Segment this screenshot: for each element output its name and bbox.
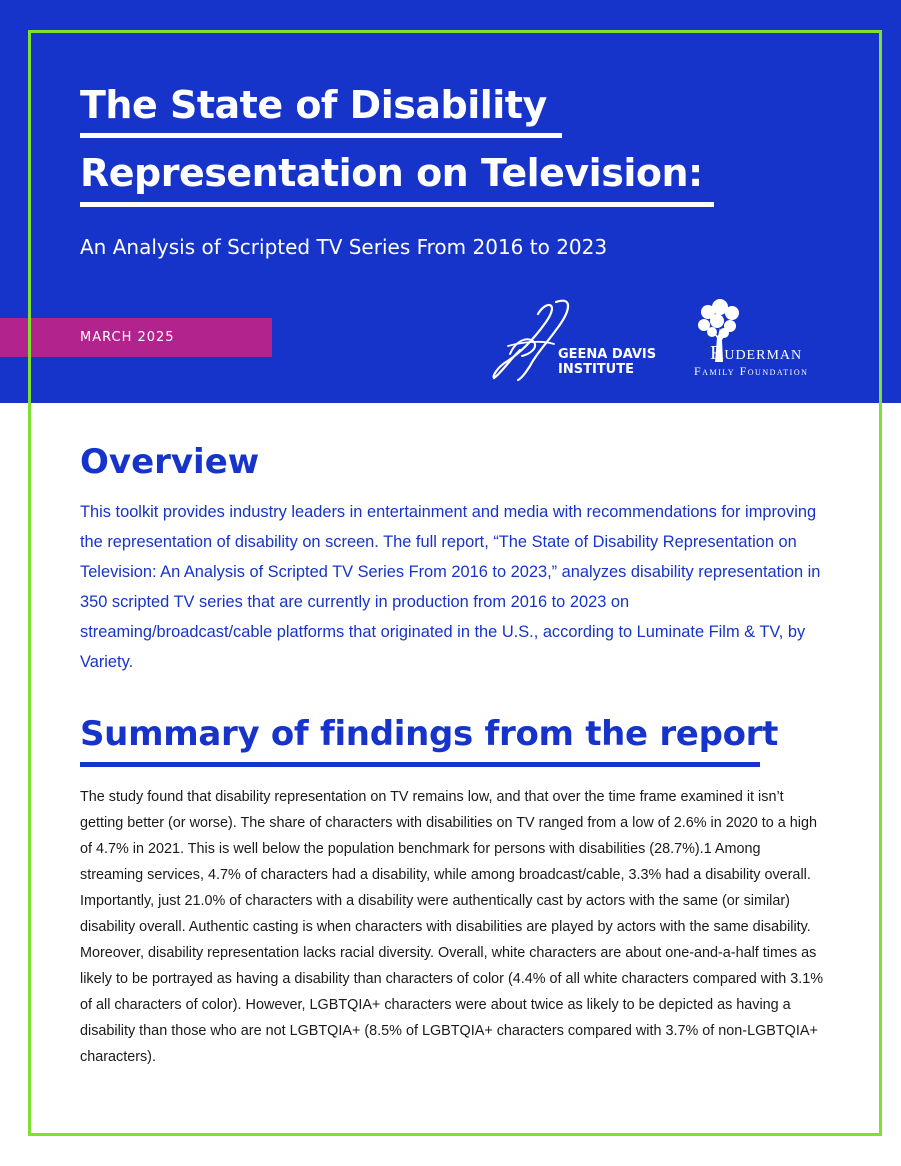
report-title-line-2: Representation on Television: (80, 151, 703, 195)
ruderman-logo-name: Ruderman (710, 342, 803, 364)
gd-logo-line-1: GEENA DAVIS (558, 347, 657, 362)
overview-paragraph: This toolkit provides industry leaders in entertainment and media with recommendations for improving the representation of disability on screen. The full report, “The State of Disability Representation on Television: An Analysis of Scripted TV Series From 2016 to 2023,” analyzes disability representation in 350 scripted TV series that are currently in production from 2016 to 2023 on streaming/broadcast/cable platforms that originated in the U.S., according to Luminate Film & TV, by Variety. (80, 503, 821, 671)
publication-date: MARCH 2025 (80, 330, 175, 345)
title-underline-2 (80, 202, 714, 207)
summary-heading: Summary of findings from the report (80, 714, 779, 754)
overview-heading: Overview (80, 442, 260, 482)
title-underline-1 (80, 133, 562, 138)
ruderman-logo-subtitle: Family Foundation (694, 364, 809, 378)
summary-paragraph: The study found that disability representation on TV remains low, and that over the time frame examined it isn’t getting better (or worse). The share of characters with disabilities on TV ranged from a low of 2.6% in 2020 to a high of 4.7% in 2021. This is well below the population benchmark for persons with disabilities (28.7%).1 Among streaming services, 4.7% of characters had a disability, while among broadcast/cable, 3.3% had a disability overall. Importantly, just 21.0% of characters with a disability were authentically cast by actors with the same (or similar) disability overall. Authentic casting is when characters with disabilities are played by actors with the same disability. Moreover, disability representation lacks racial diversity. Overall, white characters are about one-and-a-half times as likely to be portrayed as having a disability than characters of color (4.4% of all white characters compared with 3.1% of all characters of color). However, LGBTQIA+ characters were about twice as likely to be depicted as having a disability than those who are not LGBTQIA+ (8.5% of LGBTQIA+ characters compared with 3.7% of non-LGBTQIA+ characters). (80, 789, 824, 1065)
summary-heading-underline (80, 762, 760, 767)
report-subtitle: An Analysis of Scripted TV Series From 2016 to 2023 (80, 235, 608, 259)
gd-logo-text (558, 347, 656, 377)
report-title-line-1: The State of Disability (80, 83, 547, 127)
gd-logo-line-2: INSTITUTE (558, 362, 634, 377)
